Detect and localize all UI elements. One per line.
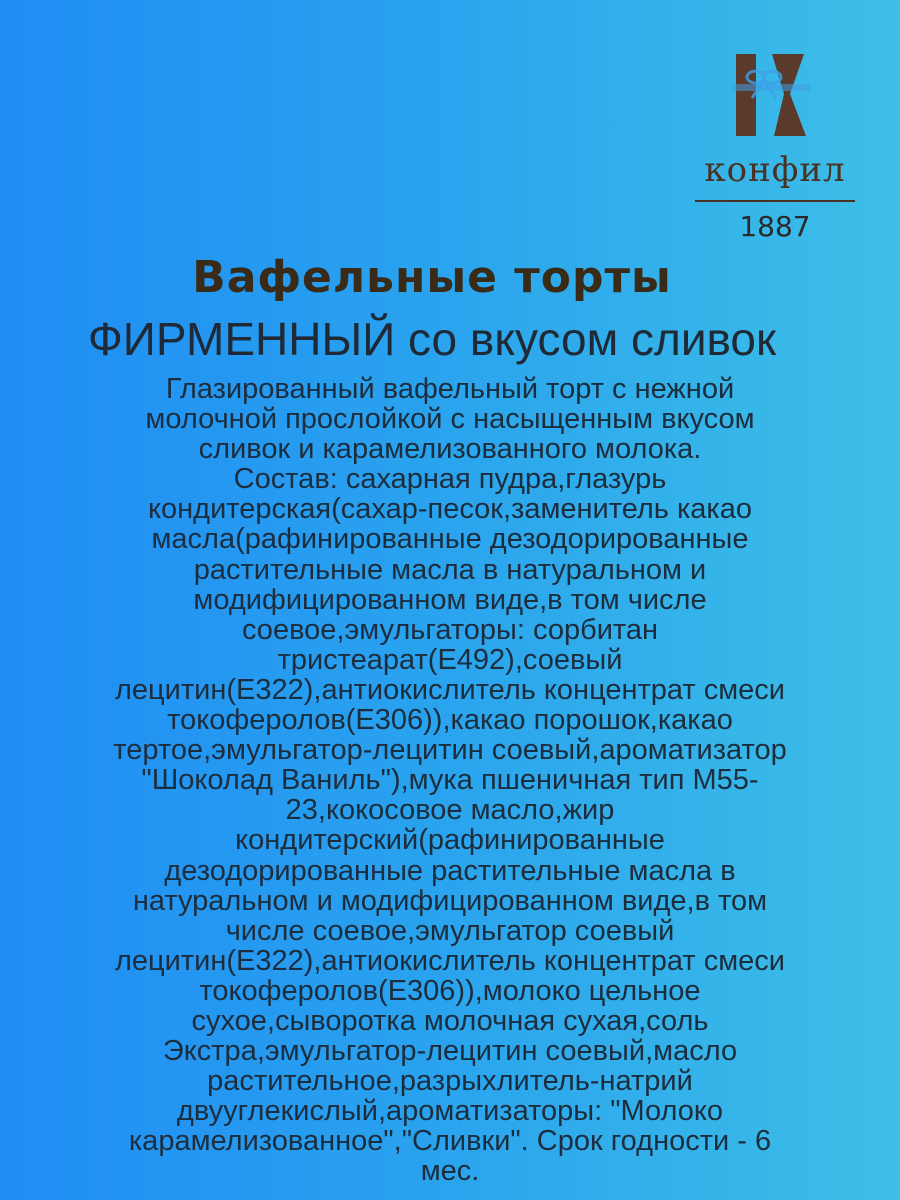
description-line: соевое,эмульгаторы: сорбитан bbox=[241, 613, 659, 646]
description-line: числе соевое,эмульгатор соевый bbox=[225, 914, 675, 947]
description-line: Экстра,эмульгатор-лецитин соевый,масло bbox=[162, 1035, 738, 1068]
brand-name: конфил bbox=[704, 150, 846, 190]
product-heading: Вафельные торты bbox=[192, 252, 672, 303]
description-line: Глазированный вафельный торт с нежной bbox=[165, 373, 735, 405]
description-line: токоферолов(Е306)),какао порошок,какао bbox=[167, 704, 733, 737]
description-line: молочной прослойкой с насыщенным вкусом bbox=[145, 403, 755, 436]
description-line: сухое,сыворотка молочная сухая,соль bbox=[191, 1004, 709, 1037]
description-line: натуральном и модифицированном виде,в том bbox=[132, 884, 768, 917]
brand-logo bbox=[690, 50, 860, 250]
description-line: 23,кокосовое масло,жир bbox=[285, 794, 615, 827]
description-line: растительные масла в натуральном и bbox=[193, 553, 707, 586]
description-line: тертое,эмульгатор-лецитин соевый,ароматизатор bbox=[113, 734, 787, 767]
description-line: токоферолов(Е306)),молоко цельное bbox=[199, 974, 701, 1007]
brand-divider bbox=[695, 200, 855, 202]
description-line: растительное,разрыхлитель-натрий bbox=[207, 1065, 693, 1098]
description-line: двууглекислый,ароматизаторы: "Молоко bbox=[176, 1095, 724, 1128]
description-line: модифицированном виде,в том числе bbox=[193, 583, 707, 616]
description-line: сливок и карамелизованного молока. bbox=[198, 433, 702, 466]
product-subheading: ФИРМЕННЫЙ со вкусом сливок bbox=[87, 313, 777, 365]
brand-year: 1887 bbox=[739, 210, 811, 243]
description-line: дезодорированные растительные масла в bbox=[164, 854, 736, 887]
description-line: кондитерский(рафинированные bbox=[235, 824, 665, 857]
description-line: мес. bbox=[420, 1155, 480, 1188]
description-line: лецитин(Е322),антиокислитель концентрат смеси bbox=[114, 673, 786, 706]
konfil-k-logo-icon bbox=[732, 50, 812, 140]
description-line: "Шоколад Ваниль"),мука пшеничная тип М55- bbox=[141, 764, 759, 797]
description-line: Состав: сахарная пудра,глазурь bbox=[233, 463, 667, 496]
description-line: кондитерская(сахар-песок,заменитель какао bbox=[147, 493, 752, 526]
description-line: масла(рафинированные дезодорированные bbox=[151, 523, 749, 556]
product-description bbox=[40, 374, 860, 1187]
description-line: тристеарат(Е492),соевый bbox=[277, 643, 623, 676]
description-line: карамелизованное","Сливки". Срок годности - 6 bbox=[128, 1125, 772, 1158]
description-line: лецитин(Е322),антиокислитель концентрат смеси bbox=[114, 944, 786, 977]
